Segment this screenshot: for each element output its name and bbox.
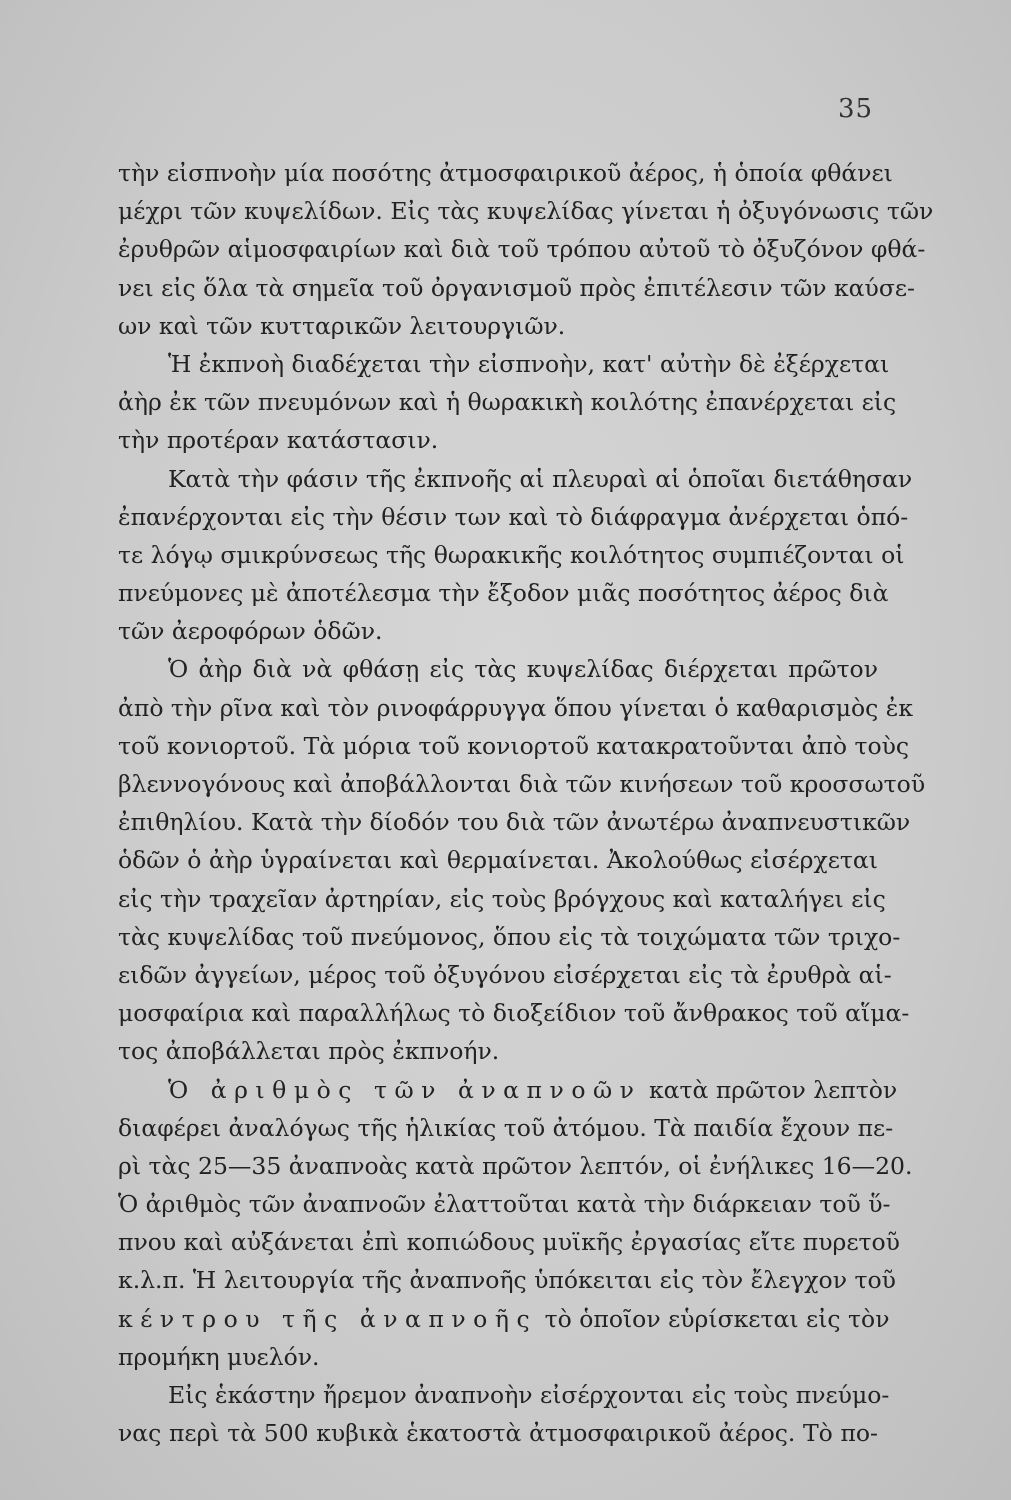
text-line: μοσφαίρια καὶ παραλλήλως τὸ διοξείδιον τοῦ ἄνθρακος τοῦ αἵμα- (118, 999, 910, 1028)
text-line: τὴν προτέραν κατάστασιν. (118, 426, 439, 455)
line-text: κατὰ πρῶτον λεπτὸν (648, 1075, 898, 1104)
text-line: νας περὶ τὰ 500 κυβικὰ ἑκατοστὰ ἀτμοσφαιρικοῦ ἀέρος. Τὸ πο- (118, 1419, 878, 1448)
text-line: Ὁ ἀὴρ διὰ νὰ φθάσῃ εἰς τὰς κυψελίδας διέρχεται πρῶτον (168, 655, 878, 684)
page-number: 35 (838, 94, 874, 124)
text-line: ἐπανέρχονται εἰς τὴν θέσιν των καὶ τὸ διάφραγμα ἀνέρχεται ὁπό- (118, 502, 909, 531)
text-line: εἰς τὴν τραχεῖαν ἀρτηρίαν, εἰς τοὺς βρόγχους καὶ καταλήγει εἰς (118, 884, 886, 913)
text-line: ειδῶν ἀγγείων, μέρος τοῦ ὀξυγόνου εἰσέρχεται εἰς τὰ ἐρυθρὰ αἱ- (118, 960, 892, 989)
text-line: τὴν εἰσπνοὴν μία ποσότης ἀτμοσφαιρικοῦ ἀέρος, ἡ ὁποία φθάνει (118, 159, 893, 187)
text-line: τὰς κυψελίδας τοῦ πνεύμονος, ὅπου εἰς τὰ τοιχώματα τῶν τριχο- (118, 922, 901, 951)
text-line: Ὁ ἀριθμὸς τῶν ἀναπνοῶν ἐλαττοῦται κατὰ τὴν διάρκειαν τοῦ ὕ- (118, 1190, 891, 1219)
text-line: κ.λ.π. Ἡ λειτουργία τῆς ἀναπνοῆς ὑπόκειται εἰς τὸν ἔλεγχον τοῦ (118, 1266, 896, 1295)
text-line: ἀπὸ τὴν ρῖνα καὶ τὸν ρινοφάρρυγγα ὅπου γίνεται ὁ καθαρισμὸς ἐκ (118, 693, 914, 722)
text-line: ρὶ τὰς 25—35 ἀναπνοὰς κατὰ πρῶτον λεπτόν, οἱ ἐνήλικες 16—20. (118, 1151, 913, 1180)
text-line: Ἡ ἐκπνοὴ διαδέχεται τὴν εἰσπνοὴν, κατ' αὐτὴν δὲ ἐξέρχεται (168, 349, 890, 378)
text-line: προμήκη μυελόν. (118, 1342, 320, 1371)
text-line: ἐρυθρῶν αἱμοσφαιρίων καὶ διὰ τοῦ τρόπου αὐτοῦ τὸ ὀξυζόνον φθά- (118, 235, 926, 264)
text-line: ἐπιθηλίου. Κατὰ τὴν δίοδόν του διὰ τῶν ἀνωτέρω ἀναπνευστικῶν (118, 808, 911, 837)
text-line: νει εἰς ὅλα τὰ σημεῖα τοῦ ὀργανισμοῦ πρὸς ἐπιτέλεσιν τῶν καύσε- (118, 273, 915, 302)
spaced-emphasis: Ὁ ἀριθμὸς τῶν ἀναπνοῶν (168, 1075, 642, 1104)
text-line: ἀὴρ ἐκ τῶν πνευμόνων καὶ ἡ θωρακικὴ κοιλότης ἐπανέρχεται εἰς (118, 388, 897, 417)
text-line: μέχρι τῶν κυψελίδων. Εἰς τὰς κυψελίδας γίνεται ἡ ὀξυγόνωσις τῶν (118, 197, 934, 226)
text-line: πνου καὶ αὐξάνεται ἐπὶ κοπιώδους μυϊκῆς ἐργασίας εἴτε πυρετοῦ (118, 1228, 900, 1257)
spaced-emphasis: κέντρου τῆς ἀναπνοῆς (118, 1304, 538, 1333)
text-line: ὁδῶν ὁ ἀὴρ ὑγραίνεται καὶ θερμαίνεται. Ἀκολούθως εἰσέρχεται (118, 846, 878, 875)
text-line: τοῦ κονιορτοῦ. Τὰ μόρια τοῦ κονιορτοῦ κατακρατοῦνται ἀπὸ τοὺς (118, 731, 910, 760)
line-text: τὸ ὁποῖον εὑρίσκεται εἰς τὸν (544, 1304, 890, 1333)
text-line: διαφέρει ἀναλόγως τῆς ἡλικίας τοῦ ἀτόμου. Τὰ παιδία ἔχουν πε- (118, 1113, 894, 1142)
text-line: τε λόγῳ σμικρύνσεως τῆς θωρακικῆς κοιλότητος συμπιέζονται οἱ (118, 540, 905, 569)
text-line: πνεύμονες μὲ ἀποτέλεσμα τὴν ἔξοδον μιᾶς ποσότητος ἀέρος διὰ (118, 579, 889, 608)
text-line (118, 1071, 898, 1109)
text-line: Εἰς ἑκάστην ἤρεμον ἀναπνοὴν εἰσέρχονται εἰς τοὺς πνεύμο- (168, 1381, 890, 1409)
body-text (118, 154, 934, 1452)
text-line (118, 1300, 890, 1338)
text-line: Κατὰ τὴν φάσιν τῆς ἐκπνοῆς αἱ πλευραὶ αἱ ὁποῖαι διετάθησαν (168, 464, 913, 493)
text-line: βλεννογόνους καὶ ἀποβάλλονται διὰ τῶν κινήσεων τοῦ κροσσωτοῦ (118, 770, 926, 798)
text-line: τῶν ἀεροφόρων ὁδῶν. (118, 617, 383, 646)
text-line: ων καὶ τῶν κυτταρικῶν λειτουργιῶν. (118, 311, 566, 340)
text-line: τος ἀποβάλλεται πρὸς ἐκπνοήν. (118, 1037, 500, 1066)
